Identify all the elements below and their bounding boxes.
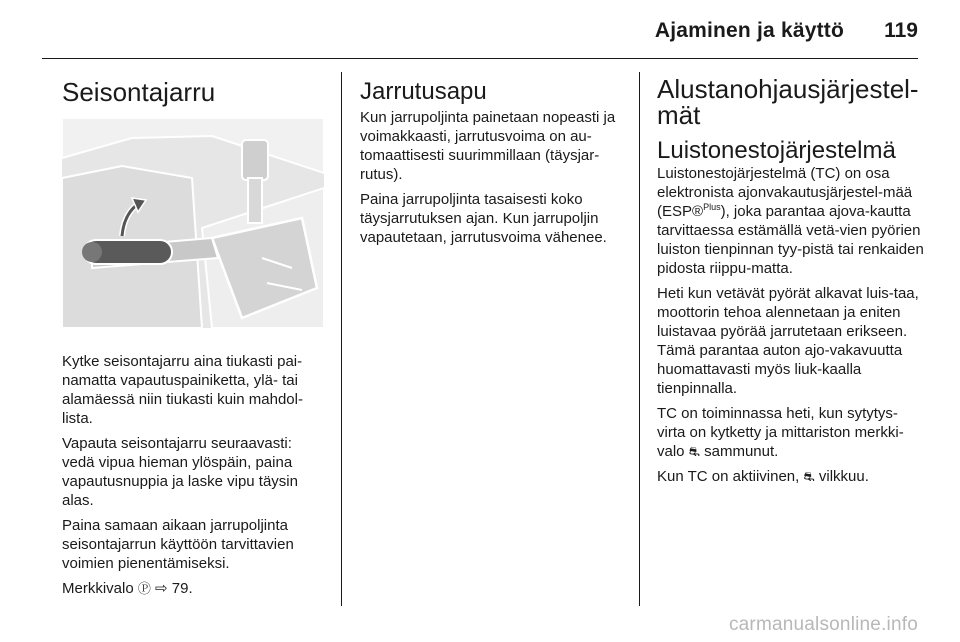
chapter-title: Ajaminen ja käyttö xyxy=(654,19,844,42)
paragraph-text: vilkkuu. xyxy=(818,468,869,485)
column-parking-brake xyxy=(62,72,324,604)
paragraph: Kytke seisontajarru aina tiukasti pai-namatta vapautuspainiketta, ylä- tai alamäessä niin tiukasti kuin mahdol-lista. xyxy=(62,353,303,427)
page-header xyxy=(42,0,918,59)
paragraph: Kun jarrupoljinta painetaan nopeasti ja voimakkaasti, jarrutusvoima on au-tomaattisesti suurimmillaan (täysjar-rutus). xyxy=(360,109,616,183)
paragraph-text: TC on toiminnassa heti, kun sytytys-virta on kytketty ja mittariston merkki-valo xyxy=(657,405,904,460)
reference-label: Merkkivalo xyxy=(62,580,134,597)
paragraph xyxy=(657,404,925,461)
column-brake-assist xyxy=(360,72,625,253)
page-number: 119 xyxy=(884,19,918,42)
paragraph: Paina jarrupoljinta tasaisesti koko täysjarrutuksen ajan. Kun jarrupoljin vapautetaan, jarrutusvoima vähenee. xyxy=(360,191,607,246)
paragraph: Vapauta seisontajarru seuraavasti: vedä vipua hieman ylöspäin, paina vapautusnuppia ja laske vipu täysin alas. xyxy=(62,435,298,509)
paragraph xyxy=(657,164,925,278)
traction-control-icon: ⛐ xyxy=(688,444,700,459)
arrow-icon: ⇨ xyxy=(155,580,168,597)
superscript: Plus xyxy=(703,202,721,212)
column-divider xyxy=(341,72,342,606)
parking-brake-warning-icon: Ⓟ xyxy=(137,581,151,596)
paragraph-text: Luistonestojärjestelmä (TC) on osa elektronista ajonvakautusjärjestel-mää (ESP® xyxy=(657,165,913,220)
column-divider xyxy=(639,72,640,606)
parking-brake-illustration xyxy=(62,118,324,328)
watermark: carmanualsonline.info xyxy=(728,614,918,635)
traction-control-icon: ⛐ xyxy=(803,469,815,484)
page-reference[interactable]: 79. xyxy=(171,580,193,597)
paragraph: Paina samaan aikaan jarrupoljinta seisontajarrun käyttöön tarvittavien voimien pienentämiseksi. xyxy=(62,517,294,572)
paragraph-text: Kun TC on aktiivinen, xyxy=(657,468,800,485)
section-heading: Seisontajarru xyxy=(62,77,216,107)
paragraph: Heti kun vetävät pyörät alkavat luis-taa, moottorin tehoa alennetaan ja eniten luistavaa pyörää jarrutetaan erikseen. Tämä parantaa auton ajo-vakavuutta huomattavasti myös liuk-kaalla tienpinnalla. xyxy=(657,285,919,397)
paragraph-text: ), joka parantaa ajova-kautta tarvittaessa estämällä vetä-vien pyörien luiston tienpinnan tyy-pistä tai renkaiden pidosta riippu-matta. xyxy=(657,203,924,277)
column-chassis-control xyxy=(657,72,925,492)
section-heading: Alustanohjausjärjestel-mät xyxy=(657,74,919,130)
subsection-heading: Luistonestojärjestelmä xyxy=(657,137,896,164)
parking-brake-drawing xyxy=(62,118,324,328)
cross-reference xyxy=(62,579,324,598)
paragraph-text: sammunut. xyxy=(704,443,779,460)
paragraph xyxy=(657,467,925,486)
section-heading: Jarrutusapu xyxy=(360,78,487,105)
